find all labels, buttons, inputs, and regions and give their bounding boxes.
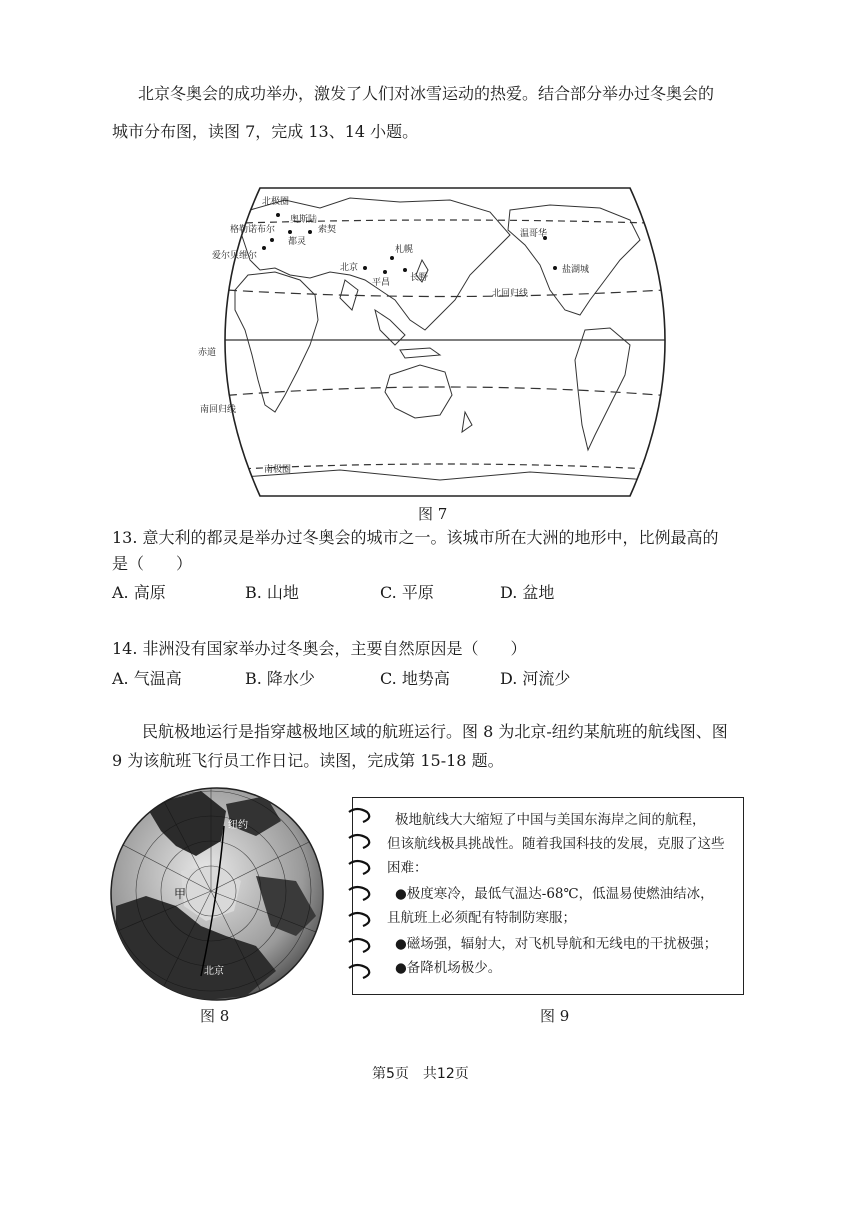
label-sapporo: 札幌 [395, 245, 414, 255]
greenland-outline [640, 192, 670, 225]
beijing-dot [363, 266, 367, 270]
label-equator: 赤道 [198, 348, 217, 358]
q13-option-d[interactable]: D. 盆地 [500, 583, 555, 602]
intro-line-2: 城市分布图，读图 7，完成 13、14 小题。 [112, 122, 419, 141]
diary-line-7: ●备降机场极少。 [395, 960, 502, 976]
diary-line-2: 但该航线极具挑战性。随着我国科技的发展，克服了这些 [387, 836, 725, 852]
diary-line-4: ●极度寒冷，最低气温达-68℃，低温易使燃油结冰， [395, 886, 714, 902]
label-antarctic-circle: 南极圈 [264, 465, 292, 475]
oslo-dot [276, 213, 280, 217]
spiral-ring-icon [349, 887, 369, 900]
sapporo-dot [390, 256, 394, 260]
tropic-capricorn-line [195, 387, 695, 398]
figure8-caption: 图 8 [200, 1007, 230, 1025]
new-zealand-outline [462, 412, 472, 432]
salt-lake-dot [553, 266, 557, 270]
sochi-dot [308, 230, 312, 234]
pyeongchang-dot [383, 270, 387, 274]
spiral-ring-icon [349, 965, 369, 978]
q13-stem-line-2: 是（ ） [112, 554, 193, 573]
q14-option-a[interactable]: A. 气温高 [112, 669, 182, 688]
world-map-figure [190, 180, 700, 500]
arctic-circle-line [210, 220, 680, 224]
label-vancouver: 温哥华 [520, 229, 548, 239]
figure7-caption: 图 7 [418, 505, 448, 523]
intro-line-1: 北京冬奥会的成功举办，激发了人们对冰雪运动的热爱。结合部分举办过冬奥会的 [138, 84, 715, 103]
diary-line-5: 且航班上必须配有特制防寒服； [387, 910, 576, 926]
label-tropic-cancer: 北回归线 [492, 289, 529, 299]
label-salt-lake: 盐湖城 [562, 265, 590, 275]
grenoble-dot [270, 238, 274, 242]
spiral-ring-icon [349, 939, 369, 952]
nagano-dot [403, 268, 407, 272]
intro2-line-2: 9 为该航班飞行员工作日记。读图，完成第 15-18 题。 [112, 751, 504, 770]
q14-option-b[interactable]: B. 降水少 [245, 669, 315, 688]
australia-outline [385, 365, 452, 418]
label-albertville: 爱尔贝维尔 [212, 251, 258, 261]
label-arctic-circle: 北极圈 [262, 197, 290, 207]
south-america-outline [575, 328, 630, 450]
spiral-ring-icon [349, 809, 369, 822]
label-new-york: 纽约 [228, 820, 248, 831]
diary-notebook [352, 797, 744, 995]
map-frame [225, 188, 665, 496]
spiral-ring-icon [349, 861, 369, 874]
label-nagano: 长野 [410, 273, 429, 283]
q14-option-d[interactable]: D. 河流少 [500, 669, 571, 688]
intro2-line-1: 民航极地运行是指穿越极地区域的航班运行。图 8 为北京-纽约某航班的航线图、图 [142, 722, 728, 741]
label-tropic-capricorn: 南回归线 [200, 405, 237, 415]
label-turin: 都灵 [288, 237, 307, 247]
q13-option-c[interactable]: C. 平原 [380, 583, 434, 602]
q13-option-b[interactable]: B. 山地 [245, 583, 299, 602]
spiral-binding [353, 798, 383, 994]
diary-line-3: 困难： [387, 860, 428, 876]
spiral-ring-icon [349, 835, 369, 848]
label-grenoble: 格勒诺布尔 [230, 225, 276, 235]
diary-line-6: ●磁场强，辐射大，对飞机导航和无线电的干扰极强； [395, 936, 718, 952]
q13-stem-line-1: 13. 意大利的都灵是举办过冬奥会的城市之一。该城市所在大洲的地形中，比例最高的 [112, 528, 719, 547]
figure9-caption: 图 9 [540, 1007, 570, 1025]
albertville-dot [262, 246, 266, 250]
label-oslo: 奥斯陆 [290, 215, 318, 225]
q13-option-a[interactable]: A. 高原 [112, 583, 166, 602]
turin-dot [288, 230, 292, 234]
label-beijing: 北京 [340, 263, 359, 273]
label-sochi: 索契 [318, 225, 337, 235]
tropic-cancer-line [195, 288, 695, 297]
label-pyeongchang: 平昌 [372, 278, 391, 288]
q14-stem: 14. 非洲没有国家举办过冬奥会，主要自然原因是（ ） [112, 639, 527, 658]
polar-globe-figure [106, 786, 328, 1002]
label-beijing-route: 北京 [204, 966, 224, 977]
q14-option-c[interactable]: C. 地势高 [380, 669, 450, 688]
page-footer: 第5页 共12页 [372, 1066, 469, 1082]
spiral-ring-icon [349, 913, 369, 926]
diary-line-1: 极地航线大大缩短了中国与美国东海岸之间的航程， [395, 812, 706, 828]
label-jia: 甲 [174, 887, 187, 901]
